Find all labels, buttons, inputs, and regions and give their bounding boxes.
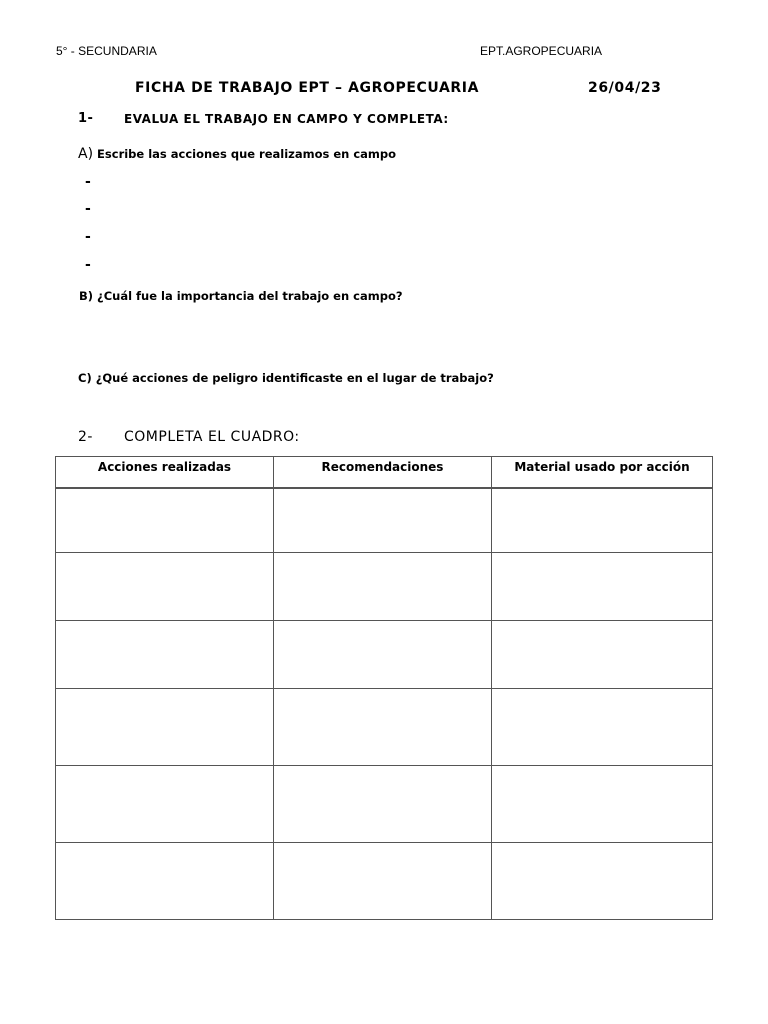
table-header-row <box>56 457 713 489</box>
section-1-heading: EVALUA EL TRABAJO EN CAMPO Y COMPLETA: <box>124 112 449 126</box>
section-2-number: 2- <box>78 429 93 445</box>
question-a-text: Escribe las acciones que realizamos en campo <box>97 147 397 161</box>
question-b: B) ¿Cuál fue la importancia del trabajo en campo? <box>79 289 403 303</box>
section-2-heading: COMPLETA EL CUADRO: <box>124 429 300 445</box>
table-cell[interactable] <box>492 620 713 688</box>
table-cell[interactable] <box>274 552 492 620</box>
table-cell[interactable] <box>56 552 274 620</box>
table-cell[interactable] <box>56 688 274 765</box>
table-row <box>56 488 713 552</box>
table-cell[interactable] <box>274 842 492 919</box>
table-row <box>56 688 713 765</box>
table-cell[interactable] <box>492 688 713 765</box>
header-course: EPT.AGROPECUARIA <box>480 44 603 58</box>
table-cell[interactable] <box>274 765 492 842</box>
answer-dash-1: - <box>85 174 91 190</box>
table-row <box>56 842 713 919</box>
answer-dash-4: - <box>85 257 91 273</box>
table-cell[interactable] <box>492 552 713 620</box>
column-header-recommendations: Recomendaciones <box>274 457 492 489</box>
document-title: FICHA DE TRABAJO EPT – AGROPECUARIA <box>135 80 480 96</box>
section-1-number: 1- <box>78 111 94 126</box>
table-cell[interactable] <box>274 688 492 765</box>
table-row <box>56 620 713 688</box>
question-a <box>78 146 396 162</box>
table-cell[interactable] <box>56 488 274 552</box>
table-cell[interactable] <box>492 842 713 919</box>
question-c: C) ¿Qué acciones de peligro identificaste en el lugar de trabajo? <box>78 371 494 385</box>
question-a-letter: A) <box>78 146 94 162</box>
answer-dash-3: - <box>85 229 91 245</box>
table-row <box>56 765 713 842</box>
table-cell[interactable] <box>56 765 274 842</box>
header-grade: 5° - SECUNDARIA <box>56 44 157 58</box>
table-cell[interactable] <box>492 765 713 842</box>
table-cell[interactable] <box>274 488 492 552</box>
answer-dash-2: - <box>85 201 91 217</box>
column-header-actions: Acciones realizadas <box>56 457 274 489</box>
document-date: 26/04/23 <box>588 80 662 96</box>
table-cell[interactable] <box>56 620 274 688</box>
table-cell[interactable] <box>492 488 713 552</box>
column-header-material: Material usado por acción <box>492 457 713 489</box>
table-cell[interactable] <box>274 620 492 688</box>
table-row <box>56 552 713 620</box>
table-cell[interactable] <box>56 842 274 919</box>
actions-table <box>55 456 713 920</box>
